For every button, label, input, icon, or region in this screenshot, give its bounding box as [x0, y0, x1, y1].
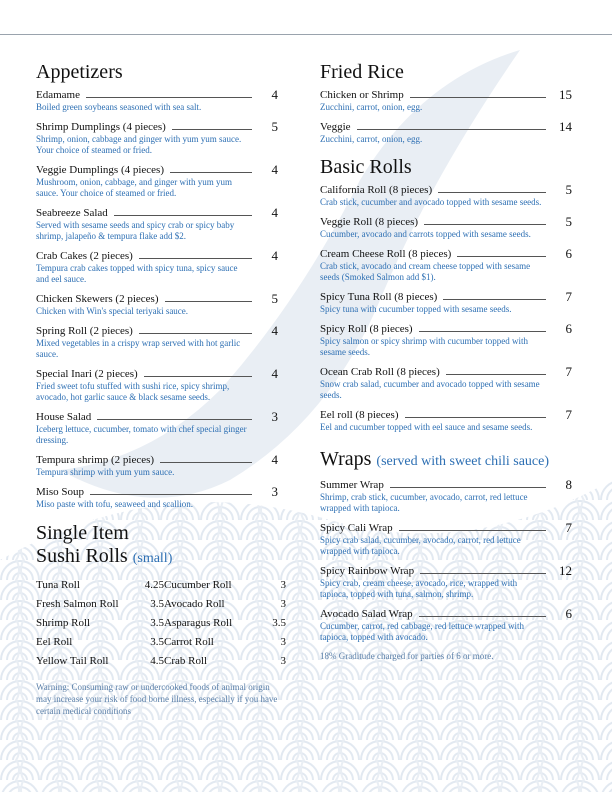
menu-item-desc: Served with sesame seeds and spicy crab or spicy baby shrimp, jalapeño & tempura flake add $2. — [36, 220, 235, 241]
menu-item-price: 3 — [271, 409, 278, 424]
sushi-price: 3 — [280, 579, 286, 591]
wraps-title-suffix: (served with sweet chili sauce) — [376, 454, 550, 469]
menu-item — [320, 322, 572, 358]
menu-item-head — [320, 408, 572, 422]
leader-line — [160, 462, 252, 463]
wraps-section — [320, 447, 572, 661]
menu-item — [320, 120, 572, 145]
menu-item-desc: Snow crab salad, cucumber and avocado topped with sesame seeds. — [320, 379, 540, 400]
menu-item-head — [36, 485, 278, 499]
menu-item-name: House Salad — [36, 411, 92, 423]
leader-line — [172, 129, 252, 130]
menu-item-head — [36, 120, 278, 134]
menu-item-price: 7 — [565, 407, 572, 422]
menu-item — [36, 485, 278, 510]
menu-item — [320, 290, 572, 315]
appetizers-title: Appetizers — [36, 61, 123, 83]
sushi-name: Asparagus Roll — [164, 617, 233, 629]
menu-item — [320, 247, 572, 283]
menu-item-head — [36, 249, 278, 263]
menu-item-name: Spring Roll (2 pieces) — [36, 325, 133, 337]
menu-item-desc: Tempura shrimp with yum yum sauce. — [36, 467, 175, 477]
menu-item-desc: Fried sweet tofu stuffed with sushi rice, spicy shrimp, avocado, hot garlic sauce & black sesame seeds. — [36, 381, 230, 402]
gratuity-note: 18% Graditude charged for parties of 6 or more. — [320, 651, 494, 661]
menu-item-name: Veggie — [320, 121, 351, 133]
menu-item-desc: Shrimp, crab stick, cucumber, avocado, carrot, red lettuce wrapped with tapioca. — [320, 492, 528, 513]
menu-item-head — [320, 88, 572, 102]
basic-rolls-title: Basic Rolls — [320, 156, 412, 178]
leader-line — [97, 419, 252, 420]
sushi-title-line2: Sushi Rolls — [36, 545, 128, 567]
menu-item — [320, 408, 572, 433]
menu-item-head — [320, 521, 572, 535]
menu-item-name: Veggie Dumplings (4 pieces) — [36, 164, 164, 176]
leader-line — [419, 331, 546, 332]
menu-item-desc: Zucchini, carrot, onion, egg. — [320, 134, 423, 144]
sushi-name: Fresh Salmon Roll — [36, 598, 119, 610]
sushi-price: 3 — [280, 598, 286, 610]
menu-item-desc: Miso paste with tofu, seaweed and scallion. — [36, 499, 193, 509]
menu-item-head — [320, 564, 572, 578]
menu-item-desc: Mixed vegetables in a crispy wrap served with hot garlic sauce. — [36, 338, 241, 359]
sushi-title-suffix: (small) — [132, 551, 173, 566]
menu-item — [36, 206, 278, 242]
menu-item-price: 6 — [565, 246, 572, 261]
menu-item-desc: Chicken with Win's special teriyaki sauce. — [36, 306, 189, 316]
menu-item-head — [320, 247, 572, 261]
menu-item-head — [320, 322, 572, 336]
menu-item-head — [320, 290, 572, 304]
menu-item-name: Miso Soup — [36, 486, 84, 498]
menu-item-price: 6 — [565, 321, 572, 336]
menu-item-name: Edamame — [36, 89, 80, 101]
leader-line — [410, 97, 546, 98]
menu-item-price: 4 — [271, 87, 278, 102]
menu-item-desc: Mushroom, onion, cabbage, and ginger with yum yum sauce. Your choice of steamed or fried. — [36, 177, 232, 198]
leader-line — [446, 374, 546, 375]
sushi-grid — [36, 579, 286, 667]
basic-rolls-section — [320, 155, 572, 433]
menu-item-desc: Shrimp, onion, cabbage and ginger with yum yum sauce. Your choice of steamed or fried. — [36, 134, 242, 155]
menu-item-name: Tempura shrimp (2 pieces) — [36, 454, 155, 466]
warning-text: Warning: Consuming raw or undercooked foods of animal origin may increase your risk of food borne illness, especially if you have certain medical conditions — [36, 682, 278, 716]
menu-item-head — [36, 324, 278, 338]
menu-item-price: 4 — [271, 323, 278, 338]
menu-item-head — [320, 607, 572, 621]
sushi-name: Avocado Roll — [164, 598, 225, 610]
menu-item — [320, 183, 572, 208]
menu-item-desc: Spicy crab salad, cucumber, avocado, carrot, red lettuce wrapped with tapioca. — [320, 535, 521, 556]
menu-item-head — [36, 88, 278, 102]
menu-item — [320, 215, 572, 240]
menu-item — [320, 564, 572, 600]
menu-item-price: 4 — [271, 452, 278, 467]
menu-item-desc: Tempura crab cakes topped with spicy tuna, spicy sauce and eel sauce. — [36, 263, 238, 284]
menu-item-name: Ocean Crab Roll (8 pieces) — [320, 366, 440, 378]
sushi-name: Carrot Roll — [164, 636, 214, 648]
sushi-name: Crab Roll — [164, 655, 208, 667]
sushi-title — [36, 522, 278, 571]
leader-line — [399, 530, 546, 531]
menu-item-price: 15 — [559, 87, 572, 102]
leader-line — [139, 333, 252, 334]
menu-item-desc: Spicy salmon or spicy shrimp with cucumber topped with sesame seeds. — [320, 336, 528, 357]
menu-item-desc: Cucumber, carrot, red cabbage, red lettuce wrapped with tapioca, topped with avocado. — [320, 621, 525, 642]
menu-item-name: Seabreeze Salad — [36, 207, 108, 219]
menu-item — [320, 478, 572, 514]
leader-line — [165, 301, 253, 302]
leader-line — [457, 256, 546, 257]
menu-item-desc: Crab stick, avocado and cream cheese topped with sesame seeds (Smoked Salmon add $1). — [320, 261, 531, 282]
sushi-name: Eel Roll — [36, 636, 73, 648]
sushi-price: 3 — [280, 655, 286, 667]
leader-line — [390, 487, 546, 488]
menu-item-price: 7 — [565, 289, 572, 304]
menu-item-desc: Crab stick, cucumber and avocado topped with sesame seeds. — [320, 197, 542, 207]
right-column — [320, 60, 572, 661]
sushi-price: 3.5 — [150, 636, 164, 648]
menu-item-price: 8 — [565, 477, 572, 492]
menu-item-name: Eel roll (8 pieces) — [320, 409, 399, 421]
menu-item-name: Veggie Roll (8 pieces) — [320, 216, 419, 228]
menu-item — [36, 367, 278, 403]
leader-line — [419, 616, 546, 617]
leader-line — [114, 215, 252, 216]
leader-line — [438, 192, 546, 193]
sushi-name: Shrimp Roll — [36, 617, 91, 629]
leader-line — [139, 258, 252, 259]
menu-item-head — [36, 367, 278, 381]
sushi-price: 3 — [280, 636, 286, 648]
sushi-name: Yellow Tail Roll — [36, 655, 109, 667]
menu-item-desc: Eel and cucumber topped with eel sauce and sesame seeds. — [320, 422, 533, 432]
menu-item — [36, 163, 278, 199]
menu-item-desc: Boiled green soybeans seasoned with sea salt. — [36, 102, 202, 112]
leader-line — [144, 376, 252, 377]
sushi-name: Cucumber Roll — [164, 579, 232, 591]
menu-item-price: 14 — [559, 119, 572, 134]
menu-item — [36, 292, 278, 317]
menu-item-desc: Spicy tuna with cucumber topped with sesame seeds. — [320, 304, 512, 314]
leader-line — [405, 417, 547, 418]
menu-item-price: 3 — [271, 484, 278, 499]
menu-item-price: 5 — [271, 119, 278, 134]
wraps-title — [320, 447, 572, 474]
sushi-price: 3.5 — [272, 617, 286, 629]
menu-item-name: Spicy Cali Wrap — [320, 522, 393, 534]
menu-item — [36, 453, 278, 478]
sushi-name: Tuna Roll — [36, 579, 80, 591]
menu-item-name: Shrimp Dumplings (4 pieces) — [36, 121, 166, 133]
menu-item-head — [36, 453, 278, 467]
sushi-price: 4.5 — [150, 655, 164, 667]
menu-item — [320, 607, 572, 643]
menu-item-price: 5 — [565, 214, 572, 229]
menu-item-price: 5 — [565, 182, 572, 197]
menu-item-head — [36, 410, 278, 424]
menu-item-name: Spicy Tuna Roll (8 pieces) — [320, 291, 438, 303]
menu-item-name: Chicken or Shrimp — [320, 89, 404, 101]
leader-line — [90, 494, 252, 495]
menu-item-name: Crab Cakes (2 pieces) — [36, 250, 133, 262]
menu-item-head — [36, 206, 278, 220]
menu-item-head — [320, 183, 572, 197]
menu-item-desc: Spicy crab, cream cheese, avocado, rice, wrapped with tapioca, topped with tuna, salmon, shrimp. — [320, 578, 518, 599]
menu-item-head — [36, 163, 278, 177]
menu-item-desc: Cucumber, avocado and carrots topped with sesame seeds. — [320, 229, 531, 239]
sushi-section — [36, 522, 286, 717]
menu-item-head — [320, 215, 572, 229]
menu-item — [36, 120, 278, 156]
menu-item-name: Cream Cheese Roll (8 pieces) — [320, 248, 452, 260]
leader-line — [424, 224, 546, 225]
wraps-title-text: Wraps — [320, 448, 372, 470]
sushi-price: 3.5 — [150, 598, 164, 610]
menu-item-price: 12 — [559, 563, 572, 578]
menu-item-head — [320, 120, 572, 134]
menu-item-name: Avocado Salad Wrap — [320, 608, 413, 620]
menu-item — [320, 521, 572, 557]
menu-item-price: 4 — [271, 205, 278, 220]
leader-line — [86, 97, 252, 98]
menu-item-price: 4 — [271, 366, 278, 381]
menu-item-price: 4 — [271, 248, 278, 263]
leader-line — [170, 172, 252, 173]
menu-item-name: California Roll (8 pieces) — [320, 184, 433, 196]
left-column — [36, 60, 286, 717]
menu-item — [36, 410, 278, 446]
menu-item-price: 5 — [271, 291, 278, 306]
menu-item-head — [320, 365, 572, 379]
menu-item-name: Spicy Rainbow Wrap — [320, 565, 415, 577]
fried-rice-title: Fried Rice — [320, 61, 404, 83]
sushi-price: 4.25 — [144, 579, 164, 591]
leader-line — [443, 299, 546, 300]
menu-item-desc: Zucchini, carrot, onion, egg. — [320, 102, 423, 112]
menu-item — [36, 324, 278, 360]
leader-line — [357, 129, 546, 130]
sushi-price: 3.5 — [150, 617, 164, 629]
menu-item-price: 7 — [565, 520, 572, 535]
menu-item-name: Chicken Skewers (2 pieces) — [36, 293, 159, 305]
menu-item-name: Spicy Roll (8 pieces) — [320, 323, 413, 335]
leader-line — [420, 573, 546, 574]
sushi-title-line1: Single Item — [36, 522, 129, 544]
menu-item — [36, 88, 278, 113]
menu-item-desc: Iceberg lettuce, cucumber, tomato with chef special ginger dressing. — [36, 424, 247, 445]
menu-item — [320, 365, 572, 401]
appetizers-section — [36, 60, 278, 510]
fried-rice-section — [320, 60, 572, 145]
menu-item-head — [36, 292, 278, 306]
menu-item-price: 7 — [565, 364, 572, 379]
menu-item-name: Special Inari (2 pieces) — [36, 368, 138, 380]
menu-item-price: 4 — [271, 162, 278, 177]
menu-item-price: 6 — [565, 606, 572, 621]
menu-item-head — [320, 478, 572, 492]
menu-item — [320, 88, 572, 113]
menu-item-name: Summer Wrap — [320, 479, 384, 491]
menu-item — [36, 249, 278, 285]
